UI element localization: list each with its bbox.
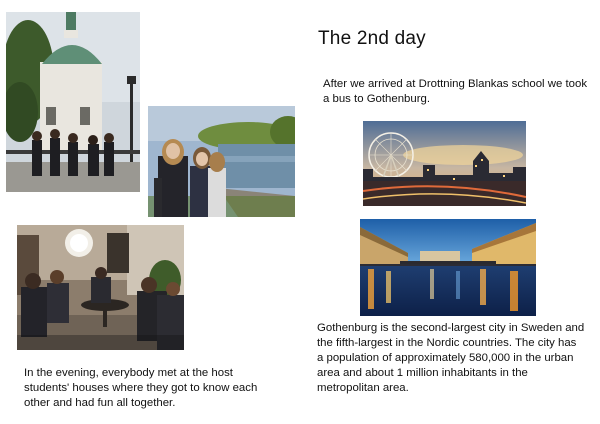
gothenburg-text: Gothenburg is the second-largest city in Sweden and the fifth-largest in the Nordic countries. The city has a population of approximately 580,000 in the urban area and about 1 million inhabitants in the metropolitan area. <box>317 322 585 394</box>
living-room-photo <box>17 225 184 350</box>
evening-text: In the evening, everybody met at the host students' houses where they got to know each other and had fun all together. <box>24 367 258 409</box>
canal-photo <box>360 219 536 316</box>
church-photo <box>6 12 140 192</box>
slide-title: The 2nd day <box>318 28 426 49</box>
ferris-wheel-photo <box>363 121 526 206</box>
river-photo <box>148 106 295 217</box>
intro-text: After we arrived at Drottning Blankas school we took a bus to Gothenburg. <box>323 78 588 105</box>
